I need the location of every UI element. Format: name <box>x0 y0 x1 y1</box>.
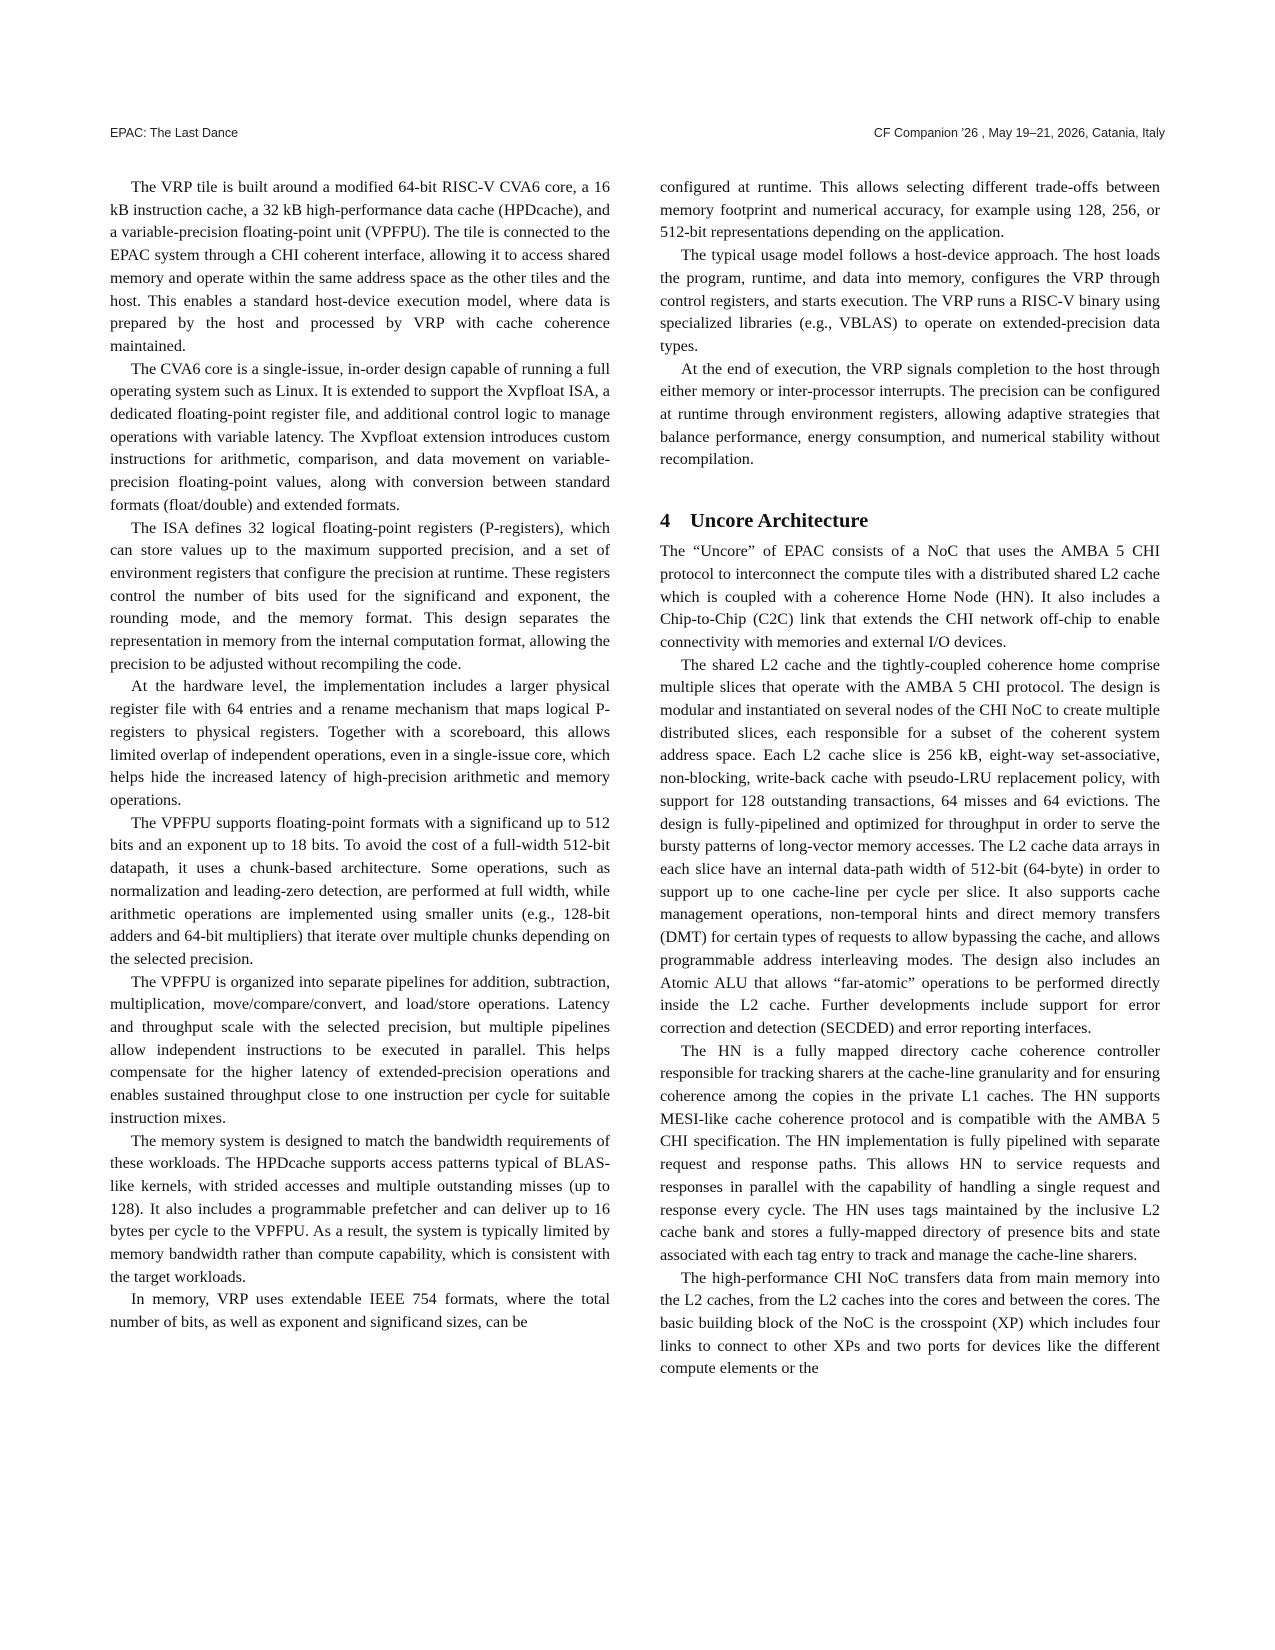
body-paragraph: The CVA6 core is a single-issue, in-order design capable of running a full operating system such as Linux. It is extended to support the Xvpfloat ISA, a dedicated floating-point register file, and additional control logic to manage operations with variable latency. The Xvpfloat extension introduces custom instructions for arithmetic, comparison, and data movement on variable-precision floating-point values, along with conversion between standard formats (float/double) and extended formats. <box>110 359 610 514</box>
body-paragraph: The HN is a fully mapped directory cache coherence controller responsible for tracking sharers at the cache-line granularity and for ensuring coherence among the copies in the private L1 caches. The HN supports MESI-like cache coherence protocol and is compatible with the AMBA 5 CHI specification. The HN implementation is fully pipelined with separate request and response paths. This allows HN to service requests and responses in parallel with the capability of handling a single request and response every cycle. The HN uses tags maintained by the inclusive L2 cache bank and stores a fully-mapped directory of presence bits and state associated with each tag entry to track and manage the cache-line sharers. <box>660 1041 1160 1264</box>
section-heading <box>660 508 1160 534</box>
body-paragraph: The typical usage model follows a host-device approach. The host loads the program, runtime, and data into memory, configures the VRP through control registers, and starts execution. The VRP runs a RISC-V binary using specialized libraries (e.g., VBLAS) to operate on extended-precision data types. <box>660 246 1160 355</box>
right-column <box>660 176 1160 1380</box>
body-paragraph: The high-performance CHI NoC transfers data from main memory into the L2 caches, from the L2 caches into the cores and between the cores. The basic building block of the NoC is the crosspoint (XP) which includes four links to connect to other XPs and two ports for devices like the different compute elements or the <box>660 1268 1160 1378</box>
running-header <box>110 126 1165 146</box>
body-paragraph: In memory, VRP uses extendable IEEE 754 formats, where the total number of bits, as well as exponent and significand sizes, can be <box>110 1290 610 1332</box>
body-paragraph: The shared L2 cache and the tightly-coupled coherence home comprise multiple slices that operate with the AMBA 5 CHI protocol. The design is modular and instantiated on several nodes of the CHI NoC to create multiple distributed slices, each responsible for a subset of the coherent system address space. Each L2 cache slice is 256 kB, eight-way set-associative, non-blocking, write-back cache with pseudo-LRU replacement policy, with support for 128 outstanding transactions, 64 misses and 64 evictions. The design is fully-pipelined and optimized for throughput in order to serve the bursty patterns of long-vector memory accesses. The L2 cache data arrays in each slice have an internal data-path width of 512-bit (64-byte) in order to support up to one cache-line per cycle per slice. It also supports cache management operations, non-temporal hints and direct memory transfers (DMT) for certain types of requests to allow bypassing the cache, and allows programmable address interleaving modes. The design also includes an Atomic ALU that allows “far-atomic” operations to be performed directly inside the L2 cache. Further developments include support for error correction and detection (SECDED) and error reporting interfaces. <box>660 655 1160 1037</box>
header-venue: CF Companion ’26 , May 19–21, 2026, Catania, Italy <box>873 126 1165 140</box>
section-first-paragraph: The “Uncore” of EPAC consists of a NoC that uses the AMBA 5 CHI protocol to interconnect the compute tiles with a distributed shared L2 cache which is coupled with a coherence Home Node (HN). It also includes a Chip-to-Chip (C2C) link that extends the CHI network off-chip to enable connectivity with memories and external I/O devices. <box>660 542 1160 651</box>
body-paragraph: The memory system is designed to match the bandwidth requirements of these workloads. The HPDcache supports access patterns typical of BLAS-like kernels, with strided accesses and multiple outstanding misses (up to 128). It also includes a programmable prefetcher and can deliver up to 16 bytes per cycle to the VPFPU. As a result, the system is typically limited by memory bandwidth rather than compute capability, which is consistent with the target workloads. <box>110 1131 610 1286</box>
body-paragraph: At the hardware level, the implementation includes a larger physical register file with 64 entries and a rename mechanism that maps logical P-registers to physical registers. Together with a scoreboard, this allows limited overlap of independent operations, even in a single-issue core, which helps hide the increased latency of high-precision arithmetic and memory operations. <box>110 677 610 809</box>
header-title: EPAC: The Last Dance <box>110 126 239 140</box>
body-paragraph: The VPFPU supports floating-point formats with a significand up to 512 bits and an exponent up to 18 bits. To avoid the cost of a full-width 512-bit datapath, it uses a chunk-based architecture. Some operations, such as normalization and leading-zero detection, are performed at full width, while arithmetic operations are implemented using smaller units (e.g., 128-bit adders and 64-bit multipliers) that iterate over multiple chunks depending on the selected precision. <box>110 813 610 968</box>
body-paragraph: At the end of execution, the VRP signals completion to the host through either memory or inter-processor interrupts. The precision can be configured at runtime through environment registers, allowing adaptive strategies that balance performance, energy consumption, and numerical stability without recompilation. <box>660 359 1160 469</box>
body-paragraph: The VPFPU is organized into separate pipelines for addition, subtraction, multiplication, move/compare/convert, and load/store operations. Latency and throughput scale with the selected precision, but multiple pipelines allow independent instructions to be executed in parallel. This helps compensate for the higher latency of extended-precision operations and enables sustained throughput close to one instruction per cycle for suitable instruction mixes. <box>110 972 610 1127</box>
body-paragraph: The ISA defines 32 logical floating-point registers (P-registers), which can store values up to the maximum supported precision, and a set of environment registers that configure the precision at runtime. These registers control the number of bits used for the significand and exponent, the rounding mode, and the memory format. This design separates the representation in memory from the internal computation format, allowing the precision to be adjusted without recompiling the code. <box>110 518 610 673</box>
section-number: 4 <box>660 510 671 533</box>
continued-paragraph: configured at runtime. This allows selecting different trade-offs between memory footprint and numerical accuracy, for example using 128, 256, or 512-bit representations depending on the application. <box>660 178 1160 242</box>
left-column <box>110 176 610 1334</box>
section-title: Uncore Architecture <box>690 510 869 533</box>
body-paragraph: The VRP tile is built around a modified 64-bit RISC-V CVA6 core, a 16 kB instruction cache, a 32 kB high-performance data cache (HPDcache), and a variable-precision floating-point unit (VPFPU). The tile is connected to the EPAC system through a CHI coherent interface, allowing it to access shared memory and operate within the same address space as the other tiles and the host. This enables a standard host-device execution model, where data is prepared by the host and processed by VRP with cache coherence maintained. <box>110 178 610 355</box>
